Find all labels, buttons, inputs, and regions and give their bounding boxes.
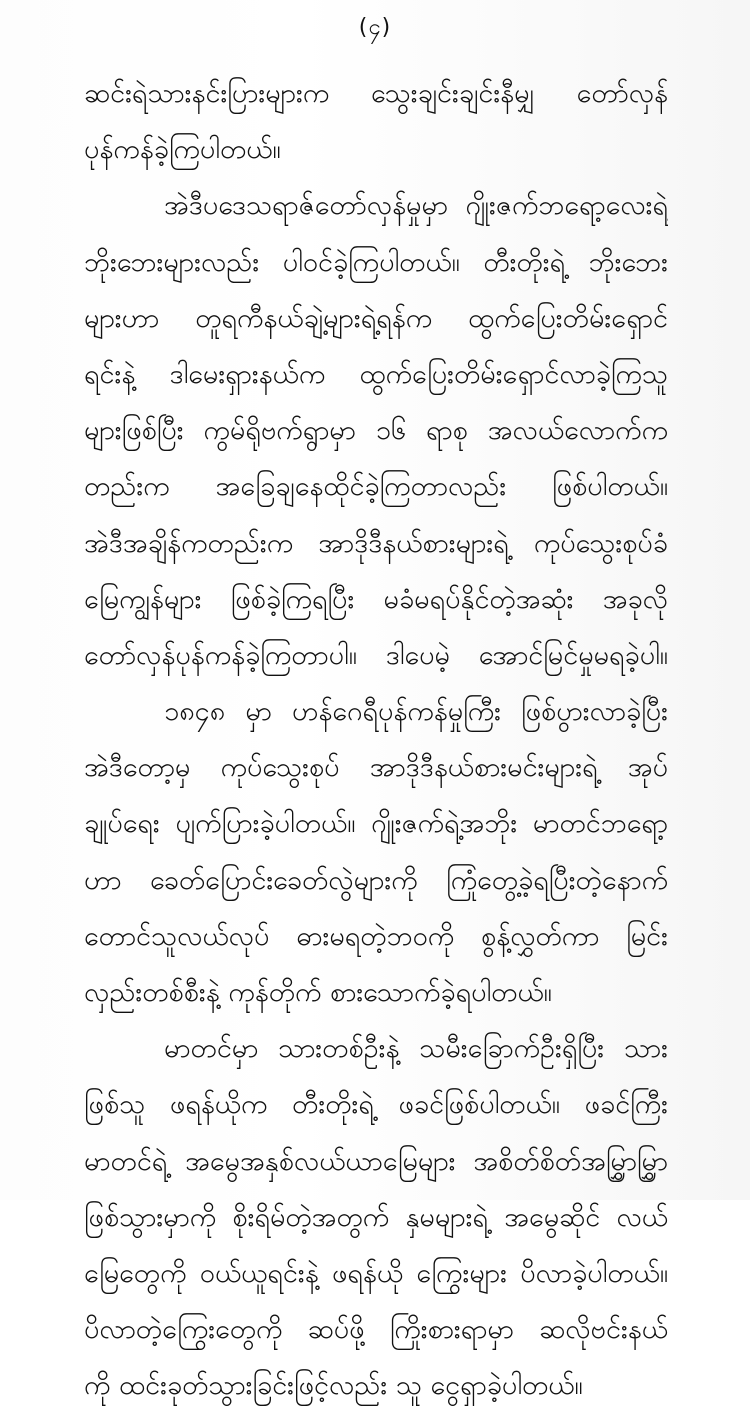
text-line: လှည်းတစ်စီးနဲ့ ကုန်တိုက် စားသောက်ခဲ့ရပါတယ်။ [84,977,552,1008]
text-line: များဖြစ်ပြီး ကွမ်ရိုဗက်ရွာမှာ ၁၆ ရာစု အလယ်လောက်က [84,415,668,447]
text-line: ဘိုးဘေးများလည်း ပါဝင်ခဲ့ကြပါတယ်။ တီးတိုးရဲ့ ဘိုးဘေး [84,246,668,278]
text-line: မာတင်မှာ သားတစ်ဦးနဲ့ သမီးခြောက်ဦးရှိပြီး သား [164,1033,668,1065]
text-line: ဆင်းရဲသားနင်းပြားများက သွေးချင်းချင်းနီမျှ တော်လှန် [84,78,668,109]
text-line: အဲဒီတော့မှ ကုပ်သွေးစုပ် အာဒိုဒီနယ်စားမင်းများရဲ့ အုပ် [84,752,668,784]
text-line: မြေတွေကို ဝယ်ယူရင်းနဲ့ ဖရန်ယို ကြွေးများ ပိလာခဲ့ပါတယ်။ [84,1257,668,1289]
text-line: မာတင်ရဲ့ အမွေအနှစ်လယ်ယာမြေများ အစိတ်စိတ်အမြွှာမြွှာ [84,1145,668,1177]
text-line: ဟာ ခေတ်ပြောင်းခေတ်လွဲများကို ကြုံတွေ့ခဲ့ရပြီးတဲ့နောက် [84,864,668,896]
text-line: တည်းက အခြေချနေထိုင်ခဲ့ကြတာလည်း ဖြစ်ပါတယ်။ [84,471,668,503]
text-line: အဲဒီပဒေသရာဇ်တော်လှန်မှုမှာ ဂျိုးဇက်ဘရော့လေးရဲ့ [164,190,668,222]
text-line: ကို ထင်းခုတ်သွားခြင်းဖြင့်လည်း သူ ငွေရှာခဲ့ပါတယ်။ [84,1370,583,1402]
text-line: ဖြစ်သွားမှာကို စိုးရိမ်တဲ့အတွက် နှမများရဲ့ အမွေဆိုင် လယ် [84,1201,668,1233]
text-line: တောင်သူလယ်လုပ် ဓားမရတဲ့ဘဝကို စွန့်လွှတ်ကာ မြင်း [84,920,668,952]
text-line: ရင်းနဲ့ ဒါမေးရှားနယ်က ထွက်ပြေးတိမ်းရှောင်လာခဲ့ကြသူ [84,358,668,390]
text-line: ဖြစ်သူ ဖရန်ယိုက တီးတိုးရဲ့ ဖခင်ဖြစ်ပါတယ်။ ဖခင်ကြီး [84,1089,668,1121]
page-number: (၄) [358,15,392,40]
body-text [84,66,668,1415]
text-line: မြေကျွန်များ ဖြစ်ခဲ့ကြရပြီး မခံမရပ်နိုင်တဲ့အဆုံး အခုလို [84,583,668,615]
text-line: ပုန်ကန်ခဲ့ကြပါတယ်။ [84,134,281,166]
text-line: ပိလာတဲ့ကြွေးတွေကို ဆပ်ဖို့ ကြိုးစားရာမှာ ဆလိုဗင်းနယ် [84,1314,668,1346]
text-line: ချုပ်ရေး ပျက်ပြားခဲ့ပါတယ်။ ဂျိုးဇက်ရဲ့အဘိုး မာတင်ဘရော့ [84,808,668,840]
text-line: အဲဒီအချိန်ကတည်းက အာဒိုဒီနယ်စားများရဲ့ ကုပ်သွေးစုပ်ခံ [84,527,668,559]
text-line: များဟာ တူရကီနယ်ချဲ့များရဲ့ရန်က ထွက်ပြေးတိမ်းရှောင် [84,302,668,334]
text-line: ၁၈၄၈ မှာ ဟန်ဂေရီပုန်ကန်မှုကြီး ဖြစ်ပွားလာခဲ့ပြီး [164,696,668,728]
text-line: တော်လှန်ပုန်ကန်ခဲ့ကြတာပါ။ ဒါပေမဲ့ အောင်မြင်မှုမရခဲ့ပါ။ [84,639,668,671]
